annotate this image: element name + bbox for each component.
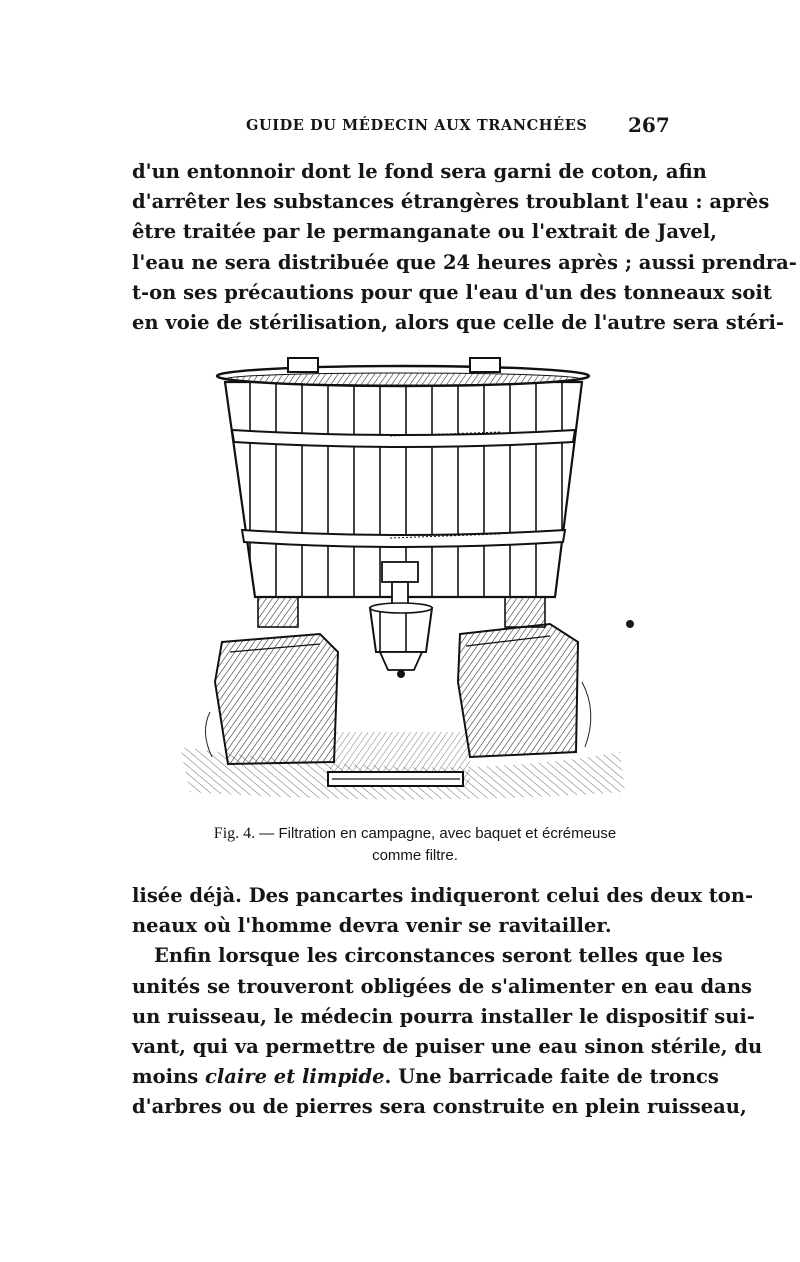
- figure-caption: [160, 823, 670, 867]
- stray-ink-dot: [626, 620, 634, 628]
- running-title: GUIDE DU MÉDECIN AUX TRANCHÉES: [246, 117, 588, 134]
- text-line: neaux où l'homme devra venir se ravitailler.: [132, 914, 612, 938]
- text-line: un ruisseau, le médecin pourra installer le dispositif sui-: [132, 1004, 755, 1028]
- text-segment: moins: [132, 1065, 205, 1089]
- caption-line: [160, 823, 670, 845]
- barrel-engraving: [170, 352, 630, 822]
- text-line: unités se trouveront obligées de s'alimenter en eau dans: [132, 974, 752, 998]
- text-line: vant, qui va permettre de puiser une eau sinon stérile, du: [132, 1035, 763, 1059]
- drip-board: [328, 772, 463, 786]
- filtration-illustration: [170, 352, 630, 822]
- text-line: [132, 1062, 719, 1092]
- text-line: l'eau ne sera distribuée que 24 heures après ; aussi prendra-: [132, 250, 797, 274]
- text-line: lisée déjà. Des pancartes indiqueront celui des deux ton-: [132, 884, 754, 907]
- left-stone: [205, 634, 338, 764]
- text-line: Enfin lorsque les circonstances seront telles que les: [154, 944, 723, 968]
- text-line: être traitée par le permanganate ou l'extrait de Javel,: [132, 220, 717, 244]
- page-number: 267: [628, 113, 670, 137]
- figure-label: Fig. 4.: [213, 825, 256, 842]
- text-line: d'arrêter les substances étrangères troublant l'eau : après: [132, 190, 770, 214]
- text-line: en voie de stérilisation, alors que celle de l'autre sera stéri-: [132, 311, 784, 335]
- caption-text: — Filtration en campagne, avec baquet et écrémeuse: [255, 825, 617, 842]
- text-line: t-on ses précautions pour que l'eau d'un des tonneaux soit: [132, 280, 772, 304]
- caption-line: comme filtre.: [372, 847, 458, 864]
- text-line: d'arbres ou de pierres sera construite en plein ruisseau,: [132, 1095, 747, 1119]
- italic-phrase: claire et limpide: [205, 1065, 385, 1089]
- right-stone: [458, 624, 591, 757]
- text-line: d'un entonnoir dont le fond sera garni de coton, afin: [132, 160, 707, 183]
- text-segment: . Une barricade faite de troncs: [384, 1065, 719, 1089]
- paragraph-bottom: [132, 881, 763, 1123]
- paragraph-top: [132, 157, 797, 338]
